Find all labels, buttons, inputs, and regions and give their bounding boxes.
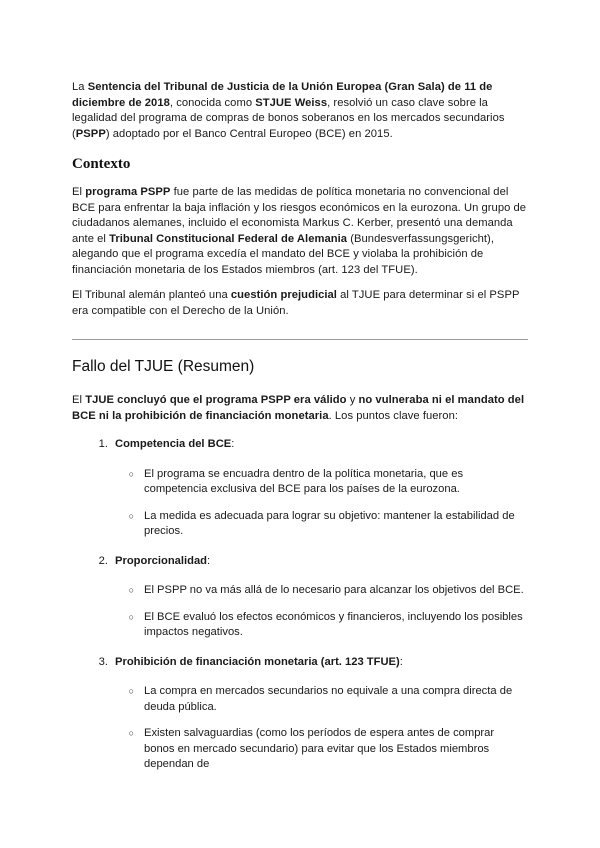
sub-list: [72, 467, 528, 540]
text: y: [346, 394, 359, 406]
list-item: [72, 437, 528, 540]
hollow-circle-bullet-icon: ○: [128, 728, 134, 738]
contexto-paragraph-2: [72, 288, 528, 319]
sub-list: [72, 583, 528, 641]
list-number: 3.: [98, 655, 108, 668]
text: La: [72, 81, 88, 93]
hollow-circle-bullet-icon: ○: [128, 468, 134, 479]
key-points-list: [72, 437, 528, 773]
bold-text: programa PSPP: [85, 186, 171, 198]
sub-list-item: [72, 509, 528, 540]
sub-list-item: [72, 726, 528, 773]
list-number: 1.: [98, 438, 108, 450]
text: El Tribunal alemán planteó una: [72, 289, 231, 301]
document-page: [72, 80, 528, 787]
list-item-label: Competencia del BCE: [115, 438, 232, 450]
sub-item-text: La medida es adecuada para lograr su objetivo: mantener la estabilidad de precios.: [144, 509, 515, 537]
bold-text: Tribunal Constitucional Federal de Alemania: [109, 232, 348, 245]
text: El: [72, 186, 86, 198]
fallo-intro-paragraph: [72, 393, 528, 424]
bold-text: PSPP: [75, 127, 106, 140]
section-heading-contexto: Contexto: [72, 156, 131, 172]
sub-item-text: El programa se encuadra dentro de la política monetaria, que es competencia exclusiva del BCE para los países de la eurozona.: [144, 467, 464, 495]
text: :: [207, 554, 211, 567]
text: , resolvió un caso clave sobre la legalidad del programa de compras de bonos soberanos en los mercados secundarios (: [72, 96, 505, 140]
sub-item-text: Existen salvaguardias (como los períodos de espera antes de comprar bonos en mercado secundario) para evitar que los Estados miembros dependan de: [144, 727, 495, 770]
list-item: [72, 655, 528, 773]
text: :: [399, 655, 403, 668]
bold-text: TJUE concluyó que el programa PSPP era válido: [85, 394, 347, 406]
sub-list-item: [72, 583, 528, 599]
sub-item-text: El PSPP no va más allá de lo necesario para alcanzar los objetivos del BCE.: [144, 584, 524, 596]
hollow-circle-bullet-icon: ○: [128, 611, 134, 622]
hollow-circle-bullet-icon: ○: [128, 585, 134, 595]
sub-item-text: La compra en mercados secundarios no equivale a una compra directa de deuda pública.: [144, 685, 513, 713]
section-divider: [72, 339, 528, 340]
sub-list: [72, 684, 528, 773]
text: El: [72, 394, 86, 406]
text: fue parte de las medidas de política monetaria no convencional del BCE para enfrentar la baja inflación y los riesgos económicos en la eurozona. Un grupo de ciudadanos alemanes, incluido el economista Markus C. Kerber, presentó una demanda ante el: [72, 186, 527, 245]
hollow-circle-bullet-icon: ○: [128, 510, 134, 521]
sub-item-text: El BCE evaluó los efectos económicos y financieros, incluyendo los posibles impactos negativos.: [144, 610, 523, 638]
text: :: [231, 438, 235, 450]
bold-text: cuestión prejudicial: [230, 289, 337, 301]
bold-text: STJUE Weiss: [255, 96, 328, 109]
text: al TJUE para determinar si el PSPP era compatible con el Derecho de la Unión.: [72, 289, 520, 317]
sub-list-item: [72, 467, 528, 498]
intro-paragraph: [72, 80, 528, 142]
text: (Bundesverfassungsgericht), alegando que el programa excedía el mandato del BCE y violaba la prohibición de financiación monetaria de los Estados miembros (art. 123 del TFUE).: [72, 232, 494, 276]
section-heading-fallo: Fallo del TJUE (Resumen): [72, 358, 255, 375]
sub-list-item: [72, 684, 528, 715]
bold-text: no vulneraba ni el mandato del BCE ni la prohibición de financiación monetaria: [72, 394, 525, 422]
text: , conocida como: [169, 96, 256, 109]
list-number: 2.: [98, 554, 108, 567]
hollow-circle-bullet-icon: ○: [128, 686, 134, 696]
text: ) adoptado por el Banco Central Europeo (BCE) en 2015.: [105, 127, 393, 140]
list-item: [72, 554, 528, 641]
text: . Los puntos clave fueron:: [328, 409, 459, 422]
contexto-paragraph-1: [72, 185, 528, 278]
list-item-label: Prohibición de financiación monetaria (art. 123 TFUE): [115, 655, 400, 668]
list-item-label: Proporcionalidad: [115, 554, 207, 567]
bold-text: Sentencia del Tribunal de Justicia de la Unión Europea (Gran Sala) de 11 de diciembre de 2018: [72, 81, 493, 109]
sub-list-item: [72, 610, 528, 641]
